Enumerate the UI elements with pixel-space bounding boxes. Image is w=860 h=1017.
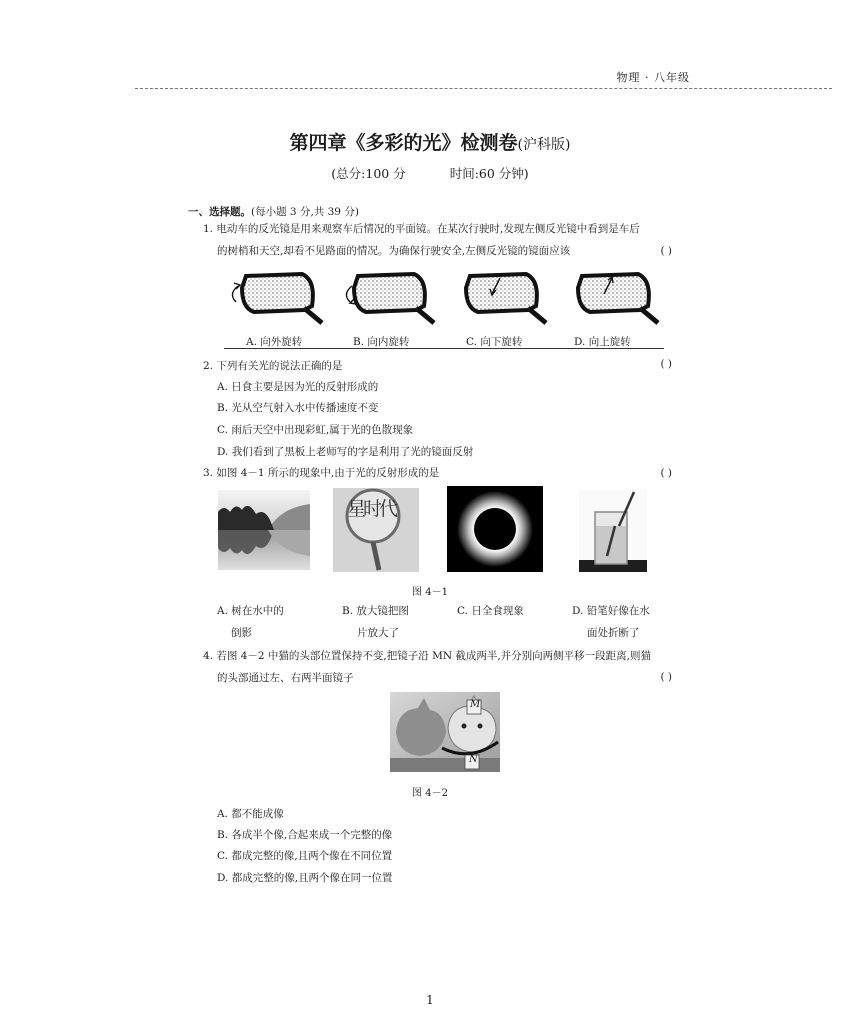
q4-line2: 的头部通过左、右两半面镜子	[217, 672, 354, 684]
mirror-c-icon	[466, 274, 546, 323]
q4-option-d: D. 都成完整的像,且两个像在同一位置	[217, 872, 393, 884]
q2-option-b: B. 光从空气射入水中传播速度不变	[217, 402, 379, 414]
q4-answer-paren: ( )	[660, 671, 672, 683]
q2-option-a: A. 日食主要是因为光的反射形成的	[217, 381, 379, 393]
mirror-diagram	[224, 268, 664, 334]
magnifier-text: 星时代	[347, 498, 396, 520]
q3-option-b-line2: 片放大了	[357, 627, 399, 639]
q3-option-c-line1: C. 日全食现象	[457, 605, 524, 617]
time-limit: 时间:60 分钟)	[449, 166, 529, 181]
page-title	[0, 128, 860, 155]
q4-option-a: A. 都不能成像	[217, 808, 284, 820]
q1-line1: 1. 电动车的反光镜是用来观察车后情况的平面镜。在某次行驶时,发现左侧反光镜中看到是车后	[203, 223, 640, 235]
q3-stem: 3. 如图 4－1 所示的现象中,由于光的反射形成的是	[203, 467, 440, 479]
q3-answer-paren: ( )	[660, 467, 672, 479]
q2-answer-paren: ( )	[660, 358, 672, 370]
photo-pencil-in-water	[579, 490, 647, 572]
q1-option-d: D. 向上旋转	[574, 336, 631, 348]
mirror-label-n: N	[469, 754, 478, 765]
q1-mirror-figure	[224, 268, 664, 334]
figure-4-2-caption: 图 4－2	[412, 788, 448, 799]
mirror-label-m: M	[470, 699, 481, 710]
page-number: 1	[426, 993, 434, 1007]
q1-line2: 的树梢和天空,却看不见路面的情况。为确保行驶安全,左侧反光镜的镜面应该	[217, 245, 571, 257]
photo-cat-mirror	[390, 692, 500, 772]
q2-stem: 2. 下列有关光的说法正确的是	[203, 360, 343, 372]
exam-info	[0, 164, 860, 182]
q3-option-d-line2: 面处折断了	[587, 627, 640, 639]
q3-option-d-line1: D. 铅笔好像在水	[572, 605, 650, 617]
photo-tree-reflection	[218, 490, 310, 570]
section-note: (每小题 3 分,共 39 分)	[251, 206, 359, 218]
total-score: (总分:100 分	[331, 166, 406, 181]
section-heading	[188, 204, 359, 219]
mirror-b-icon	[346, 274, 434, 323]
q4-option-c: C. 都成完整的像,且两个像在不同位置	[217, 850, 393, 862]
q3-option-a-line1: A. 树在水中的	[217, 605, 284, 617]
title-version: (沪科版)	[517, 137, 571, 153]
q2-option-c: C. 雨后天空中出现彩虹,属于光的色散现象	[217, 424, 414, 436]
mirror-d-icon	[578, 274, 658, 323]
q1-figure-baseline	[224, 348, 664, 349]
q4-line1: 4. 若图 4－2 中猫的头部位置保持不变,把镜子沿 MN 截成两半,并分别向两侧平移一段距离,则猫	[203, 650, 652, 662]
header-subject: 物理 · 八年级	[616, 71, 690, 84]
mirror-a-icon	[232, 274, 322, 323]
q2-option-d: D. 我们看到了黑板上老师写的字是利用了光的镜面反射	[217, 446, 474, 458]
q3-option-a-line2: 倒影	[231, 627, 252, 639]
photo-solar-eclipse	[447, 486, 543, 572]
section-title: 一、选择题。	[188, 206, 251, 218]
q1-answer-paren: ( )	[660, 245, 672, 257]
photo-magnifier	[333, 488, 419, 572]
q4-option-b: B. 各成半个像,合起来成一个完整的像	[217, 829, 393, 841]
q3-option-b-line1: B. 放大镜把图	[342, 605, 409, 617]
q1-option-c: C. 向下旋转	[466, 336, 523, 348]
figure-4-1-caption: 图 4－1	[412, 587, 448, 598]
q1-option-a: A. 向外旋转	[246, 336, 303, 348]
header-divider	[135, 88, 832, 89]
q1-option-b: B. 向内旋转	[353, 336, 410, 348]
title-main: 第四章《多彩的光》检测卷	[289, 132, 518, 154]
